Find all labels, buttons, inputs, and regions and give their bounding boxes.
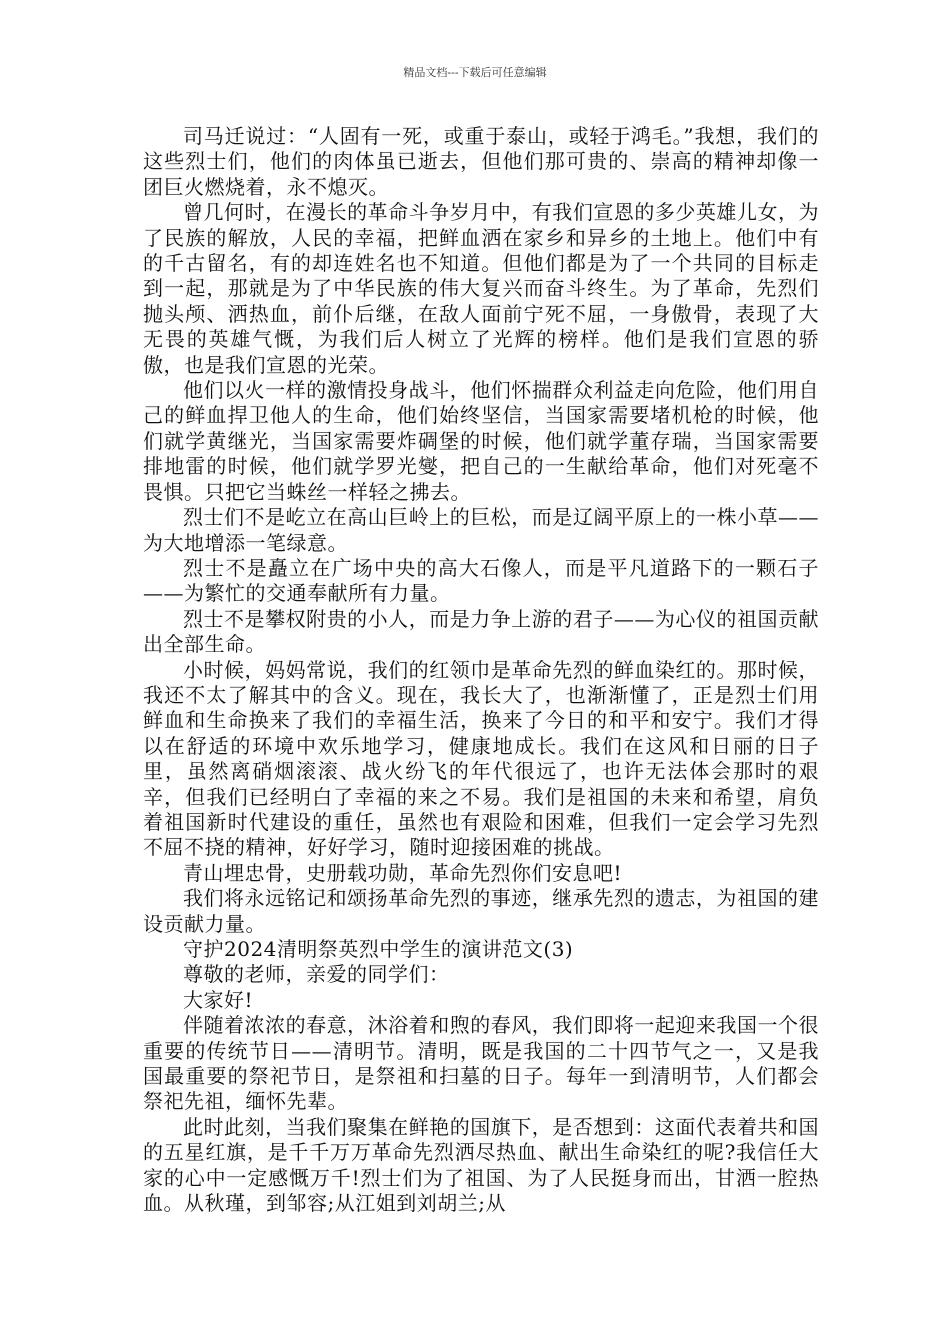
paragraph: 烈士不是矗立在广场中央的高大石像人，而是平凡道路下的一颗石子——为繁忙的交通奉献所有力量。 [143,555,819,606]
document-body [143,124,819,1216]
paragraph: 青山埋忠骨，史册载功勋，革命先烈你们安息吧! [183,860,623,885]
paragraph: 此时此刻，当我们聚集在鲜艳的国旗下，是否想到：这面代表着共和国的五星红旗，是千千万万革命先烈洒尽热血、献出生命染红的呢?我信任大家的心中一定感慨万千!烈士们为了祖国、为了人民挺身而出，甘洒一腔热血。从秋瑾，到邹容;从江姐到刘胡兰;从 [143,1114,819,1216]
paragraph: 曾几何时，在漫长的革命斗争岁月中，有我们宣恩的多少英雄儿女，为了民族的解放，人民的幸福，把鲜血洒在家乡和异乡的土地上。他们中有的千古留名，有的却连姓名也不知道。但他们都是为了一个共同的目标走到一起，那就是为了中华民族的伟大复兴而奋斗终生。为了革命，先烈们抛头颅、洒热血，前仆后继，在敌人面前宁死不屈，一身傲骨，表现了大无畏的英雄气慨，为我们后人树立了光辉的榜样。他们是我们宣恩的骄傲，也是我们宣恩的光荣。 [143,200,819,377]
paragraph: 我们将永远铭记和颂扬革命先烈的事迹，继承先烈的遗志，为祖国的建设贡献力量。 [143,886,819,936]
section-title: 守护2024清明祭英烈中学生的演讲范文(3) [183,937,574,961]
paragraph: 小时候，妈妈常说，我们的红领巾是革命先烈的鲜血染红的。那时候，我还不太了解其中的含义。现在，我长大了，也渐渐懂了，正是烈士们用鲜血和生命换来了我们的幸福生活，换来了今日的和平和安宁。我们才得以在舒适的环境中欢乐地学习，健康地成长。我们在这风和日丽的日子里，虽然离硝烟滚滚、战火纷飞的年代很远了，也许无法体会那时的艰辛，但我们已经明白了幸福的来之不易。我们是祖国的未来和希望，肩负着祖国新时代建设的重任，虽然也有艰险和困难，但我们一定会学习先烈不屈不挠的精神，好好学习，随时迎接困难的挑战。 [143,657,819,860]
greeting: 大家好! [183,987,254,1012]
paragraph: 烈士们不是屹立在高山巨岭上的巨松，而是辽阔平原上的一株小草——为大地增添一笔绿意。 [143,505,819,555]
paragraph: 烈士不是攀权附贵的小人，而是力争上游的君子——为心仪的祖国贡献出全部生命。 [143,606,819,657]
paragraph: 他们以火一样的激情投身战斗，他们怀揣群众利益走向危险，他们用自己的鲜血捍卫他人的生命，他们始终坚信，当国家需要堵机枪的时候，他们就学黄继光，当国家需要炸碉堡的时候，他们就学董存瑞，当国家需要排地雷的时候，他们就学罗光燮，把自己的一生献给革命，他们对死毫不畏惧。只把它当蛛丝一样轻之拂去。 [143,378,819,504]
salutation: 尊敬的老师，亲爱的同学们： [183,962,450,987]
paragraph: 司马迁说过：“人固有一死，或重于泰山，或轻于鸿毛。”我想，我们的这些烈士们，他们的肉体虽已逝去，但他们那可贵的、崇高的精神却像一团巨火燃烧着，永不熄灭。 [143,124,819,199]
paragraph: 伴随着浓浓的春意，沐浴着和煦的春风，我们即将一起迎来我国一个很重要的传统节日——清明节。清明，既是我国的二十四节气之一，又是我国最重要的祭祀节日，是祭祖和扫墓的日子。每年一到清明节，人们都会祭祀先祖，缅怀先辈。 [143,1013,819,1114]
page-header: 精品文档---下载后可任意编辑 [403,66,547,79]
